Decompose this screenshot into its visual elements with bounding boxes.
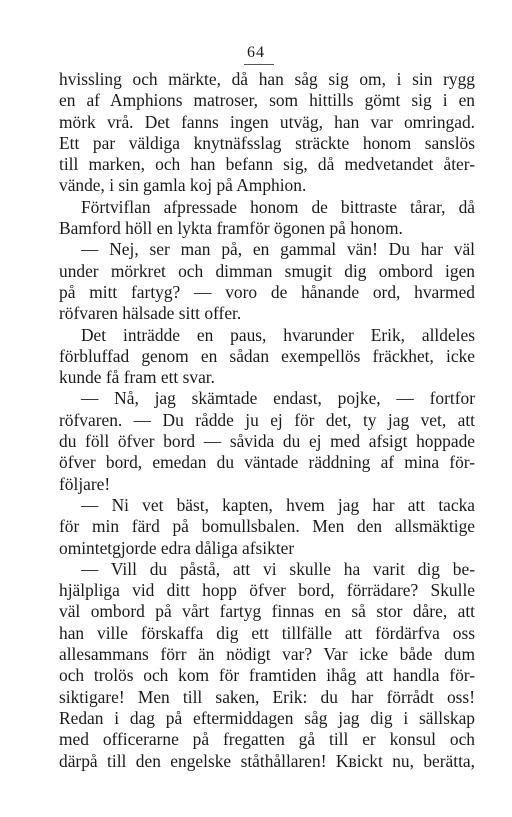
text-line: — Nej, ser man på, en gammal vän! Du har väl xyxy=(81,239,475,260)
text-line: han ville förskaffa dig ett tillfälle att fördärfva oss xyxy=(59,622,475,643)
text-line: siktigare! Men till saken, Erik: du har förrådt oss! xyxy=(59,686,475,707)
text-line: väl ombord på vårt fartyg finnas en så stor dåre, att xyxy=(59,601,475,622)
text-line: — Vill du påstå, att vi skulle ha varit dig be- xyxy=(81,558,475,579)
page-number-rule xyxy=(244,64,274,65)
text-line: med officerarne på fregatten gå till er konsul och xyxy=(59,729,475,750)
text-line: röfvaren. — Du rådde ju ej för det, ty jag vet, att xyxy=(59,409,475,430)
text-line: vände, i sin gamla koj på Amphion. xyxy=(59,175,307,196)
text-line: hjälpliga vid ditt hopp öfver bord, förrädare? Skulle xyxy=(59,580,475,601)
body-text xyxy=(59,69,475,772)
text-line: till marken, och han befann sig, då medvetandet åter- xyxy=(59,154,475,175)
text-line: Det inträdde en paus, hvarunder Erik, alldeles xyxy=(81,324,475,345)
text-line: Ett par väldiga knytnäfsslag sträckte honom sanslös xyxy=(59,132,475,153)
text-line: omintetgjorde edra dåliga afsikter xyxy=(59,537,295,558)
text-line: för min färd på bomullsbalen. Men den allsmäktige xyxy=(59,516,475,537)
text-line: mörk vrå. Det fanns ingen utväg, han var omringad. xyxy=(59,111,475,132)
text-line: och trolös och kom för framtiden ihåg att handla för- xyxy=(59,665,475,686)
text-line: Bamford höll en lykta framför ögonen på honom. xyxy=(59,218,403,239)
text-line: Förtviflan afpressade honom de bittraste tårar, då xyxy=(81,196,475,217)
text-line: öfver bord, emedan du väntade räddning af mina för- xyxy=(59,452,475,473)
text-line: en af Amphions matroser, som hittills gömt sig i en xyxy=(59,90,475,111)
text-line: röfvaren hälsade sitt offer. xyxy=(59,303,242,324)
page-number: 64 xyxy=(247,44,265,61)
text-line: — Nå, jag skämtade endast, pojke, — fortfor xyxy=(81,388,475,409)
text-line: under mörkret och dimman smugit dig ombord igen xyxy=(59,260,475,281)
text-line: — Ni vet bäst, kapten, hvem jag har att tacka xyxy=(81,494,475,515)
text-line: därpå till den engelske ståthållaren! Kвickt nu, berätta, xyxy=(59,750,475,771)
text-line: hvissling och märkte, då han såg sig om, i sin rygg xyxy=(59,69,475,89)
text-line: förbluffad genom en sådan exempellös fräckhet, icke xyxy=(59,345,475,366)
text-line: kunde få fram ett svar. xyxy=(59,367,215,388)
text-line: allesammans förr än nödigt var? Var icke både dum xyxy=(59,644,475,665)
text-line: följare! xyxy=(59,473,111,494)
text-line: Redan i dag på eftermiddagen såg jag dig i sällskap xyxy=(59,707,475,728)
text-line: du föll öfver bord — såvida du ej med afsigt hoppade xyxy=(59,431,475,452)
text-line: på mitt fartyg? — voro de hånande ord, hvarmed xyxy=(59,281,475,302)
